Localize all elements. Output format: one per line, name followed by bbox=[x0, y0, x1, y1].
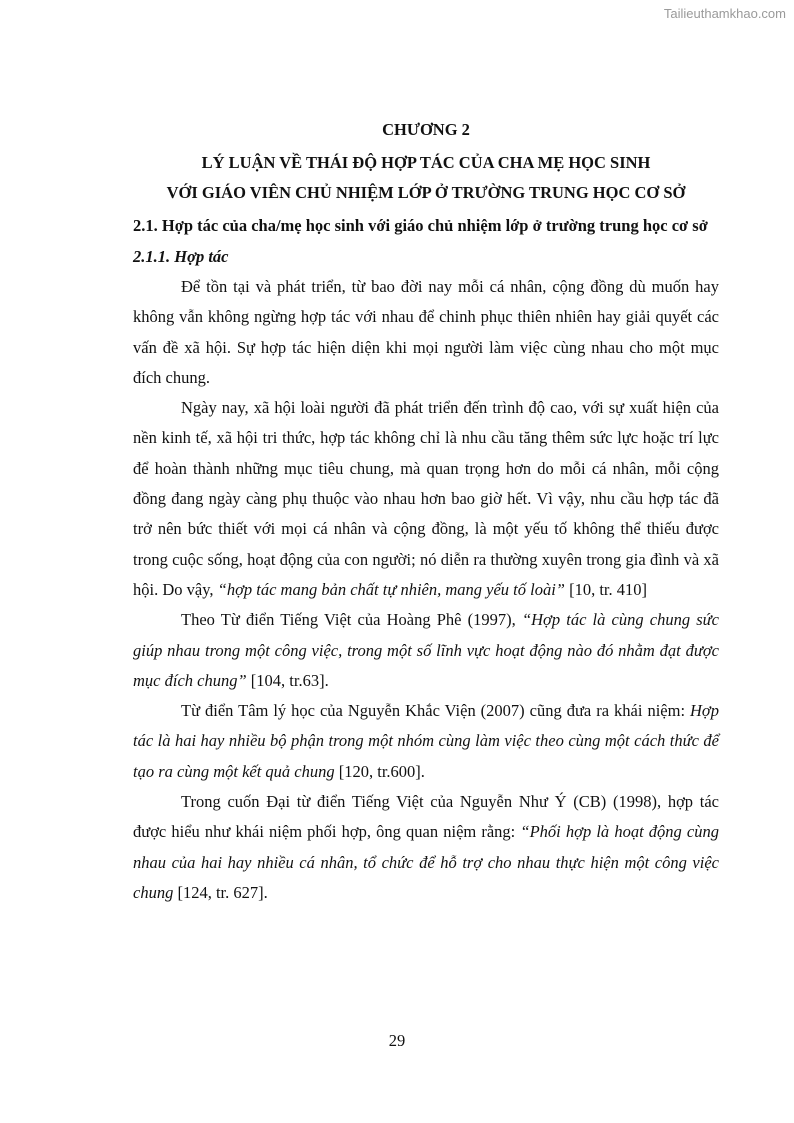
paragraph-3-ref: [104, tr.63]. bbox=[246, 670, 329, 690]
chapter-title-line1: LÝ LUẬN VỀ THÁI ĐỘ HỢP TÁC CỦA CHA MẸ HỌC SINH bbox=[201, 153, 651, 172]
paragraph-2-text: Ngày nay, xã hội loài người đã phát triển đến trình độ cao, với sự xuất hiện của nền kinh tế, xã hội tri thức, hợp tác không chỉ là nhu cầu tăng thêm sức lực hoặc trí lực để hoàn thành những mục tiêu chung, mà quan trọng hơn do mỗi cá nhân, mỗi cộng đồng đang ngày càng phụ thuộc vào nhau hơn bao giờ hết. Vì vậy, nhu cầu hợp tác đã trở nên bức thiết với mọi cá nhân và cộng đồng, là một yếu tố không thể thiếu được trong cuộc sống, hoạt động của con người; nó diễn ra thường xuyên trong gia đình và xã hội. Do vậy, bbox=[133, 398, 719, 599]
paragraph-4-quote: Hợp tác là hai hay nhiều bộ phận trong một nhóm cùng làm việc theo cùng một cách thức để tạo ra cùng một kết quả chung bbox=[133, 701, 719, 781]
paragraph-1: Để tồn tại và phát triển, từ bao đời nay mỗi cá nhân, cộng đồng dù muốn hay không vẫn không ngừng hợp tác với nhau để chinh phục thiên nhiên hay giải quyết các vấn đề xã hội. Sự hợp tác hiện diện khi mọi người làm việc cùng nhau cho một mục đích chung. bbox=[133, 277, 719, 387]
paragraph-3-text: Theo Từ điển Tiếng Việt của Hoàng Phê (1997), bbox=[181, 610, 522, 630]
paragraph-2 bbox=[133, 393, 719, 605]
section-heading-2-1: 2.1. Hợp tác của cha/mẹ học sinh với giáo chủ nhiệm lớp ở trường trung học cơ sở bbox=[133, 216, 708, 235]
paragraph-4-text: Từ điển Tâm lý học của Nguyễn Khắc Viện (2007) cũng đưa ra khái niệm: bbox=[181, 701, 691, 721]
paragraph-5 bbox=[133, 787, 719, 908]
paragraph-3 bbox=[133, 605, 719, 696]
chapter-title bbox=[133, 148, 719, 208]
paragraph-5-text: Trong cuốn Đại từ điển Tiếng Việt của Nguyễn Như Ý (CB) (1998), hợp tác được hiểu như khái niệm phối hợp, ông quan niệm rằng: bbox=[133, 792, 719, 842]
page-number: 29 bbox=[388, 1031, 406, 1050]
section-heading-2-1-1: 2.1.1. Hợp tác bbox=[133, 247, 229, 266]
paragraph-5-ref: [124, tr. 627]. bbox=[173, 882, 268, 902]
paragraph-2-quote: “hợp tác mang bản chất tự nhiên, mang yếu tố loài” bbox=[217, 579, 565, 599]
paragraph-4-ref: [120, tr.600]. bbox=[334, 761, 425, 781]
paragraph-2-ref: [10, tr. 410] bbox=[564, 579, 648, 599]
page-content bbox=[133, 117, 719, 908]
paragraph-4 bbox=[133, 696, 719, 787]
watermark: Tailieuthamkhao.com bbox=[663, 6, 786, 21]
paragraph-3-quote: “Hợp tác là cùng chung sức giúp nhau trong một công việc, trong một số lĩnh vực hoạt động nào đó nhằm đạt được mục đích chung” bbox=[133, 610, 720, 690]
paragraph-5-quote: “Phối hợp là hoạt động cùng nhau của hai hay nhiều cá nhân, tổ chức để hỗ trợ cho nhau thực hiện một công việc chung bbox=[133, 822, 719, 902]
chapter-heading: CHƯƠNG 2 bbox=[382, 120, 470, 139]
chapter-title-line2: VỚI GIÁO VIÊN CHỦ NHIỆM LỚP Ở TRƯỜNG TRUNG HỌC CƠ SỞ bbox=[166, 183, 686, 202]
